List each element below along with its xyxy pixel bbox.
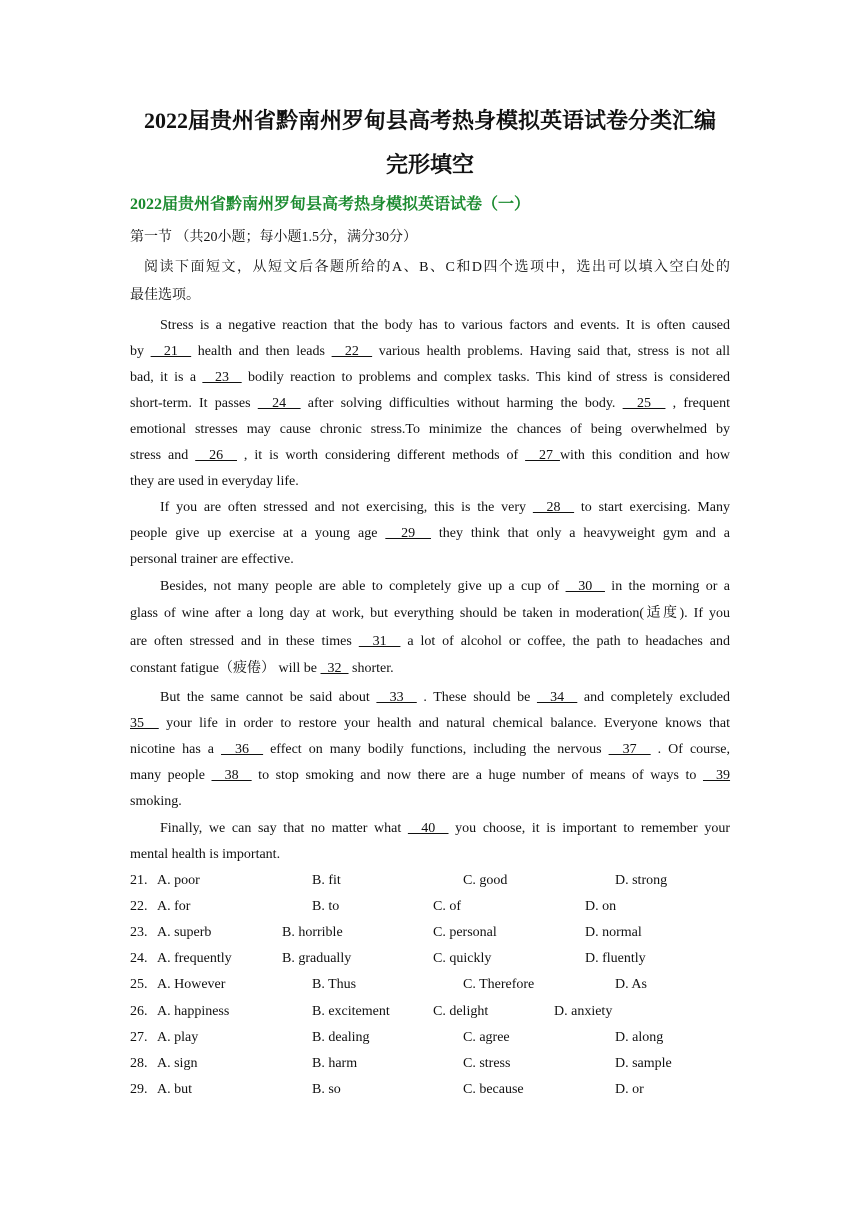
passage-text: smoking. — [130, 794, 182, 809]
option-a: A. sign — [157, 1056, 198, 1071]
option-c: C. agree — [463, 1030, 510, 1045]
passage-text: emotional stresses may cause chronic stress.To minimize the chances of being overwhelmed by — [130, 422, 730, 437]
instruction-line: 最佳选项。 — [130, 288, 200, 303]
question-number: 25. — [130, 977, 148, 992]
passage-text: they think that only a heavyweight gym and a — [430, 526, 731, 541]
question-number: 29. — [130, 1082, 148, 1097]
question-number: 23. — [130, 925, 148, 940]
blank-number: 29 — [385, 526, 431, 541]
blank-number: 24 — [257, 396, 301, 411]
option-a: A. However — [157, 977, 226, 992]
blank-number: 37 — [608, 742, 651, 757]
option-a: A. happiness — [157, 1004, 230, 1019]
passage-text: you choose, it is important to remember your — [448, 821, 730, 836]
option-a: A. frequently — [157, 951, 232, 966]
passage-text: with this condition and how — [559, 448, 731, 463]
passage-text: Finally, we can say that no matter what — [160, 821, 408, 836]
blank-number: 40 — [407, 821, 449, 836]
option-d: D. or — [615, 1082, 644, 1097]
passage-line — [130, 343, 730, 361]
passage-text: people give up exercise at a young age — [130, 526, 386, 541]
passage-text: to start exercising. Many — [574, 500, 731, 515]
passage-line — [130, 473, 730, 491]
option-a: A. poor — [157, 873, 200, 888]
passage-text: , frequent — [665, 396, 731, 411]
option-b: B. harm — [312, 1056, 358, 1071]
option-b: B. gradually — [282, 951, 352, 966]
option-c: C. good — [463, 873, 508, 888]
option-d: D. on — [585, 899, 617, 914]
passage-text: they are used in everyday life. — [130, 474, 299, 489]
passage-line — [160, 820, 730, 838]
passage-text: But the same cannot be said about — [160, 690, 377, 705]
option-d: D. anxiety — [554, 1004, 613, 1019]
passage-line — [130, 525, 730, 543]
blank-number: 35 — [130, 716, 159, 731]
passage-line — [130, 741, 730, 759]
blank-number: 23 — [202, 370, 242, 385]
passage-text: after solving difficulties without harming the body. — [300, 396, 623, 411]
passage-line — [130, 395, 730, 413]
passage-text: and completely excluded — [577, 690, 731, 705]
option-b: B. dealing — [312, 1030, 370, 1045]
passage-text: bad, it is a — [130, 370, 203, 385]
blank-number: 31 — [358, 634, 401, 649]
passage-line — [160, 578, 730, 596]
option-c: C. personal — [433, 925, 497, 940]
option-d: D. strong — [615, 873, 668, 888]
passage-line — [130, 605, 730, 623]
option-b: B. Thus — [312, 977, 357, 992]
option-b: B. excitement — [312, 1004, 390, 1019]
passage-line — [130, 715, 730, 733]
option-a: A. for — [157, 899, 191, 914]
option-c: C. because — [463, 1082, 524, 1097]
passage-text: stress and — [130, 448, 196, 463]
passage-text: various health problems. Having said that, stress is not all — [372, 344, 731, 359]
option-b: B. so — [312, 1082, 341, 1097]
passage-text: mental health is important. — [130, 847, 281, 862]
passage-text: Besides, not many people are able to completely give up a cup of — [160, 579, 566, 594]
passage-text: personal trainer are effective. — [130, 552, 294, 567]
passage-text: by — [130, 344, 151, 359]
option-b: B. fit — [312, 873, 341, 888]
passage-text: are often stressed and in these times — [130, 634, 359, 649]
passage-text: short-term. It passes — [130, 396, 258, 411]
blank-number: 26 — [195, 448, 237, 463]
question-number: 21. — [130, 873, 148, 888]
passage-line — [130, 369, 730, 387]
question-number: 26. — [130, 1004, 148, 1019]
passage-line — [130, 421, 730, 439]
blank-number: 32 — [320, 661, 349, 676]
blank-number: 21 — [150, 344, 192, 359]
passage-text: . These should be — [416, 690, 537, 705]
passage-text: . Of course, — [650, 742, 731, 757]
blank-number: 27 — [525, 448, 560, 463]
option-d: D. normal — [585, 925, 642, 940]
option-c: C. quickly — [433, 951, 492, 966]
option-c: C. of — [433, 899, 461, 914]
option-d: D. As — [615, 977, 647, 992]
question-number: 27. — [130, 1030, 148, 1045]
option-c: C. Therefore — [463, 977, 535, 992]
option-d: D. sample — [615, 1056, 672, 1071]
section-header: 第一节 （共20小题；每小题1.5分，满分30分） — [130, 230, 417, 245]
instruction-line: 阅读下面短文，从短文后各题所给的A、B、C和D四个选项中，选出可以填入空白处的 — [144, 260, 730, 275]
passage-text: constant fatigue（疲倦） will be — [130, 661, 321, 676]
question-number: 22. — [130, 899, 148, 914]
option-d: D. along — [615, 1030, 664, 1045]
option-a: A. but — [157, 1082, 192, 1097]
exam-subtitle: 2022届贵州省黔南州罗甸县高考热身模拟英语试卷（一） — [130, 196, 531, 213]
option-c: C. stress — [463, 1056, 511, 1071]
passage-text: nicotine has a — [130, 742, 222, 757]
passage-text: health and then leads — [191, 344, 332, 359]
passage-line — [160, 499, 730, 517]
question-number: 28. — [130, 1056, 148, 1071]
passage-text: effect on many bodily functions, including the nervous — [263, 742, 609, 757]
passage-line — [130, 447, 730, 465]
blank-number: 30 — [565, 579, 605, 594]
blank-number: 36 — [221, 742, 264, 757]
passage-text: in the morning or a — [604, 579, 730, 594]
blank-number: 25 — [622, 396, 666, 411]
passage-text: shorter. — [348, 661, 394, 676]
passage-line — [130, 551, 730, 569]
option-b: B. to — [312, 899, 340, 914]
blank-number: 28 — [532, 500, 575, 515]
passage-line — [160, 317, 730, 335]
blank-number: 39 — [702, 768, 731, 783]
blank-number: 33 — [376, 690, 417, 705]
passage-text: Stress is a negative reaction that the body has to various factors and events. It is often caused — [160, 318, 730, 333]
option-a: A. superb — [157, 925, 212, 940]
passage-text: a lot of alcohol or coffee, the path to headaches and — [400, 634, 731, 649]
blank-number: 34 — [536, 690, 578, 705]
passage-text: your life in order to restore your health and natural chemical balance. Everyone knows that — [158, 716, 731, 731]
option-c: C. delight — [433, 1004, 489, 1019]
passage-line — [130, 660, 730, 678]
passage-text: , it is worth considering different methods of — [236, 448, 526, 463]
option-a: A. play — [157, 1030, 199, 1045]
passage-line — [130, 767, 730, 785]
passage-text: If you are often stressed and not exercising, this is the very — [160, 500, 533, 515]
passage-line — [130, 793, 730, 811]
passage-line — [130, 846, 730, 864]
passage-line — [130, 633, 730, 651]
passage-text: many people — [130, 768, 212, 783]
blank-number: 22 — [331, 344, 373, 359]
document-title: 2022届贵州省黔南州罗甸县高考热身模拟英语试卷分类汇编 — [143, 108, 716, 133]
passage-text: bodily reaction to problems and complex tasks. This kind of stress is considered — [241, 370, 730, 385]
passage-text: glass of wine after a long day at work, but everything should be taken in moderation(适度). If you — [130, 606, 730, 621]
blank-number: 38 — [211, 768, 252, 783]
passage-text: to stop smoking and now there are a huge number of means of ways to — [251, 768, 703, 783]
passage-line — [160, 689, 730, 707]
document-title-line2: 完形填空 — [385, 152, 474, 177]
question-number: 24. — [130, 951, 148, 966]
option-b: B. horrible — [282, 925, 343, 940]
option-d: D. fluently — [585, 951, 646, 966]
